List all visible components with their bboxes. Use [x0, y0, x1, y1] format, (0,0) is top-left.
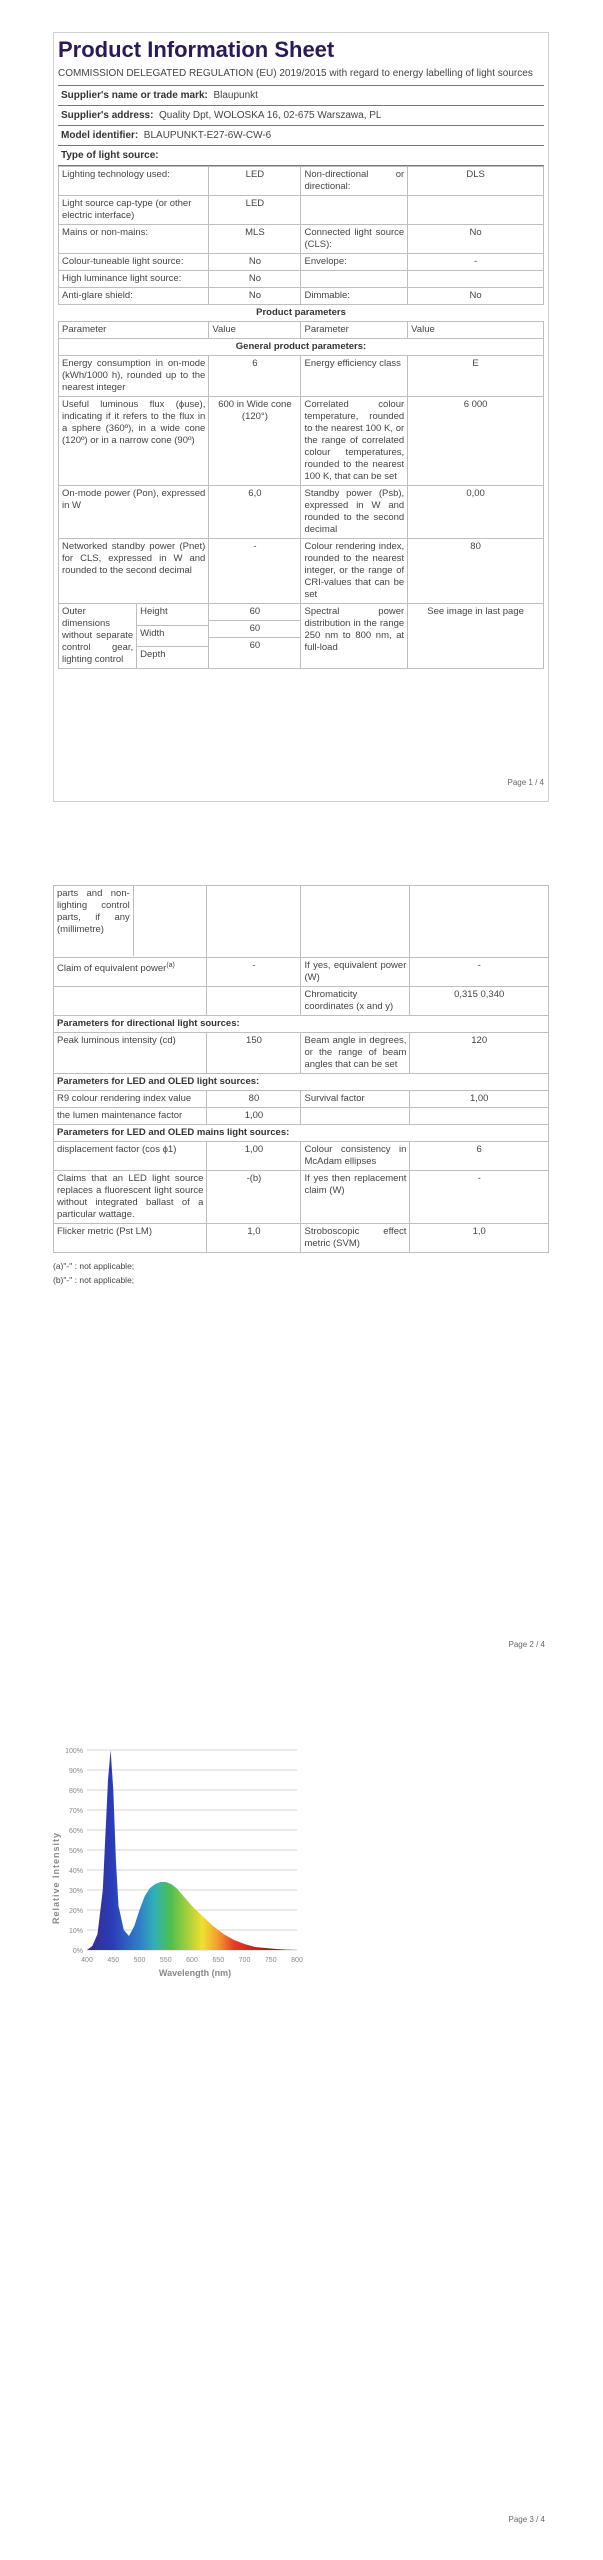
page-3 — [53, 1740, 549, 2540]
spectral-power-chart — [53, 1740, 313, 1980]
param-label: On-mode power (Pon), expressed in W — [59, 486, 209, 539]
supplier-address: Quality Dpt, WOLOSKA 16, 02-675 Warszawa, PL — [158, 110, 382, 121]
param-value: 0,315 0,340 — [410, 987, 549, 1016]
table-row — [54, 1224, 549, 1253]
regulation-text: COMMISSION DELEGATED REGULATION (EU) 2019/2015 with regard to energy labelling of light sources — [58, 68, 533, 79]
table-row — [59, 356, 544, 397]
param-value: No — [209, 288, 301, 305]
x-tick-label: 550 — [159, 1957, 172, 1964]
param-value: -(b) — [207, 1171, 301, 1224]
param-label: Energy efficiency class — [301, 356, 408, 397]
param-value: 0,00 — [408, 486, 544, 539]
spd-value: See image in last page — [408, 604, 544, 669]
model-row — [58, 125, 544, 146]
y-tick-label: 100% — [65, 1748, 83, 1755]
y-tick-labels — [65, 1748, 83, 1955]
table-row — [54, 1171, 549, 1224]
param-value — [410, 1108, 549, 1125]
x-tick-label: 650 — [212, 1957, 225, 1964]
param-label: Standby power (Psb), expressed in W and rounded to the second decimal — [301, 486, 408, 539]
y-tick-label: 80% — [68, 1788, 83, 1795]
x-tick-label: 400 — [81, 1957, 93, 1964]
param-label: Non-directional or directional: — [301, 167, 408, 196]
y-tick-label: 10% — [68, 1928, 83, 1935]
param-value — [408, 271, 544, 288]
param-label — [301, 271, 408, 288]
supplier-address-row — [58, 105, 544, 126]
param-label — [54, 987, 207, 1016]
x-tick-label: 600 — [186, 1957, 198, 1964]
directional-header: Parameters for directional light sources: — [54, 1016, 549, 1033]
x-tick-label: 700 — [238, 1957, 251, 1964]
x-axis-label: Wavelength (nm) — [158, 1968, 232, 1978]
model-label: Model identifier: — [61, 130, 139, 141]
depth-label: Depth — [140, 649, 166, 661]
y-axis-label: Relative Intensity — [51, 1831, 61, 1925]
param-value — [408, 196, 544, 225]
table-row — [54, 1033, 549, 1074]
param-value: - — [410, 958, 549, 987]
dimensions-continued-row — [54, 886, 549, 958]
param-label — [301, 196, 408, 225]
spd-label: Spectral power distribution in the range 250 nm to 800 nm, at full-load — [301, 604, 408, 669]
param-label: Energy consumption in on-mode (kWh/1000 h), rounded up to the nearest integer — [59, 356, 209, 397]
param-value: E — [408, 356, 544, 397]
param-value: 80 — [408, 539, 544, 604]
type-table — [58, 166, 544, 669]
param-label: Correlated colour temperature, rounded to the nearest 100 K, or the range of correlated colour temperatures, rounded to the nearest 100 K, that can be set — [301, 397, 408, 486]
param-value: 120 — [410, 1033, 549, 1074]
led-header: Parameters for LED and OLED light sources: — [54, 1074, 549, 1091]
param-label: Peak luminous intensity (cd) — [54, 1033, 207, 1074]
param-value: No — [209, 271, 301, 288]
param-value: - — [410, 1171, 549, 1224]
param-label: displacement factor (cos ϕ1) — [54, 1142, 207, 1171]
table-row — [59, 196, 544, 225]
type-header — [58, 145, 544, 166]
param-label: Anti-glare shield: — [59, 288, 209, 305]
param-label: Claim of equivalent power$^{(a)}$ — [54, 958, 207, 987]
width-label: Width — [137, 625, 209, 647]
table-row — [54, 1091, 549, 1108]
y-tick-label: 60% — [68, 1828, 83, 1835]
page-title: Product Information Sheet — [58, 37, 335, 62]
x-tick-label: 800 — [291, 1957, 303, 1964]
param-value: 6,0 — [209, 486, 301, 539]
param-label: Beam angle in degrees, or the range of beam angles that can be set — [301, 1033, 410, 1074]
dimensions-label-continued: parts and non-lighting control parts, if any (millimetre) — [54, 886, 133, 956]
table-row — [59, 539, 544, 604]
param-value: 600 in Wide cone (120°) — [209, 397, 301, 486]
param-label: High luminance light source: — [59, 271, 209, 288]
param-label: R9 colour rendering index value — [54, 1091, 207, 1108]
supplier-name-row — [58, 85, 544, 106]
table-row — [59, 254, 544, 271]
column-headers: Parameter Value Parameter Value — [59, 322, 544, 339]
y-tick-label: 30% — [68, 1888, 83, 1895]
param-label: the lumen maintenance factor — [54, 1108, 207, 1125]
param-label: Networked standby power (Pnet) for CLS, expressed in W and rounded to the second decimal — [59, 539, 209, 604]
y-tick-label: 40% — [68, 1868, 83, 1875]
param-label: Mains or non-mains: — [59, 225, 209, 254]
depth-value: 60 — [249, 640, 261, 651]
led-mains-header: Parameters for LED and OLED mains light sources: — [54, 1125, 549, 1142]
param-value: 6 000 — [408, 397, 544, 486]
param-value: 6 — [209, 356, 301, 397]
supplier-name-label: Supplier's name or trade mark: — [61, 90, 208, 101]
param-label: Chromaticity coordinates (x and y) — [301, 987, 410, 1016]
param-value: LED — [209, 196, 301, 225]
param-value: No — [408, 288, 544, 305]
table-row — [59, 397, 544, 486]
supplier-name: Blaupunkt — [213, 90, 258, 101]
product-parameters-header: Product parameters — [256, 307, 346, 318]
table-row — [59, 225, 544, 254]
table-row — [59, 167, 544, 196]
param-value: No — [209, 254, 301, 271]
param-label: Survival factor — [301, 1091, 410, 1108]
param-label: Colour consistency in McAdam ellipses — [301, 1142, 410, 1171]
param-label: Colour-tuneable light source: — [59, 254, 209, 271]
supplier-address-label: Supplier's address: — [61, 110, 154, 121]
param-value: LED — [209, 167, 301, 196]
x-tick-label: 500 — [133, 1957, 146, 1964]
param-value: MLS — [209, 225, 301, 254]
param-label: If yes then replacement claim (W) — [301, 1171, 410, 1224]
table-row — [54, 1142, 549, 1171]
param-value: 1,00 — [207, 1108, 301, 1125]
height-label: Height — [137, 604, 209, 625]
continued-table — [53, 885, 549, 1253]
param-label — [301, 1108, 410, 1125]
param-value: - — [408, 254, 544, 271]
x-tick-label: 750 — [264, 1957, 277, 1964]
param-value: - — [207, 958, 301, 987]
param-label: Lighting technology used: — [59, 167, 209, 196]
width-value: 60 — [209, 621, 300, 638]
param-label: Useful luminous flux (ϕuse), indicating if it refers to the flux in a sphere (360º), in a wide cone (120º) or in a narrow cone (90º) — [59, 397, 209, 486]
table-row — [59, 486, 544, 539]
param-value: 6 — [410, 1142, 549, 1171]
dimensions-row — [59, 604, 544, 669]
param-label: Connected light source (CLS): — [301, 225, 408, 254]
x-tick-label: 450 — [107, 1957, 120, 1964]
table-row — [54, 1108, 549, 1125]
page-number: Page 3 / 4 — [508, 2515, 545, 2524]
table-row — [59, 271, 544, 288]
page-number: Page 2 / 4 — [508, 1640, 545, 1649]
param-label: If yes, equivalent power (W) — [301, 958, 410, 987]
y-tick-label: 70% — [68, 1808, 83, 1815]
param-value: 1,0 — [410, 1224, 549, 1253]
x-tick-labels — [81, 1957, 303, 1964]
page-number: Page 1 / 4 — [507, 778, 544, 787]
param-value: 80 — [207, 1091, 301, 1108]
param-value: 1,00 — [207, 1142, 301, 1171]
param-label: Envelope: — [301, 254, 408, 271]
param-value: DLS — [408, 167, 544, 196]
table-row — [59, 288, 544, 305]
param-label: Stroboscopic effect metric (SVM) — [301, 1224, 410, 1253]
dimensions-label: Outer dimensions without separate control gear, lighting control — [59, 604, 137, 668]
table-row — [54, 958, 549, 987]
param-label: Light source cap-type (or other electric interface) — [59, 196, 209, 225]
footnotes — [53, 1259, 549, 1287]
y-tick-label: 50% — [68, 1848, 83, 1855]
param-label: Flicker metric (Pst LM) — [54, 1224, 207, 1253]
footnote-a: (a)"-" : not applicable; — [53, 1261, 135, 1271]
param-value: 150 — [207, 1033, 301, 1074]
general-params-header: General product parameters: — [59, 339, 544, 356]
y-tick-label: 0% — [72, 1948, 83, 1955]
height-value: 60 — [209, 604, 300, 621]
param-value — [207, 987, 301, 1016]
y-tick-label: 90% — [68, 1768, 83, 1775]
footnote-b: (b)"-" : not applicable; — [53, 1275, 135, 1285]
page-1 — [53, 32, 549, 802]
y-tick-label: 20% — [68, 1908, 83, 1915]
param-label: Claims that an LED light source replaces a fluorescent light source without integrated ballast of a particular wattage. — [54, 1171, 207, 1224]
model-identifier: BLAUPUNKT-E27-6W-CW-6 — [143, 130, 272, 141]
param-value: 1,0 — [207, 1224, 301, 1253]
table-row — [54, 987, 549, 1016]
param-label: Dimmable: — [301, 288, 408, 305]
param-label: Colour rendering index, rounded to the nearest integer, or the range of CRI-values that can be set — [301, 539, 408, 604]
param-value: 1,00 — [410, 1091, 549, 1108]
param-value: No — [408, 225, 544, 254]
page-2 — [53, 885, 549, 1655]
type-label: Type of light source: — [61, 150, 159, 161]
param-value: - — [209, 539, 301, 604]
